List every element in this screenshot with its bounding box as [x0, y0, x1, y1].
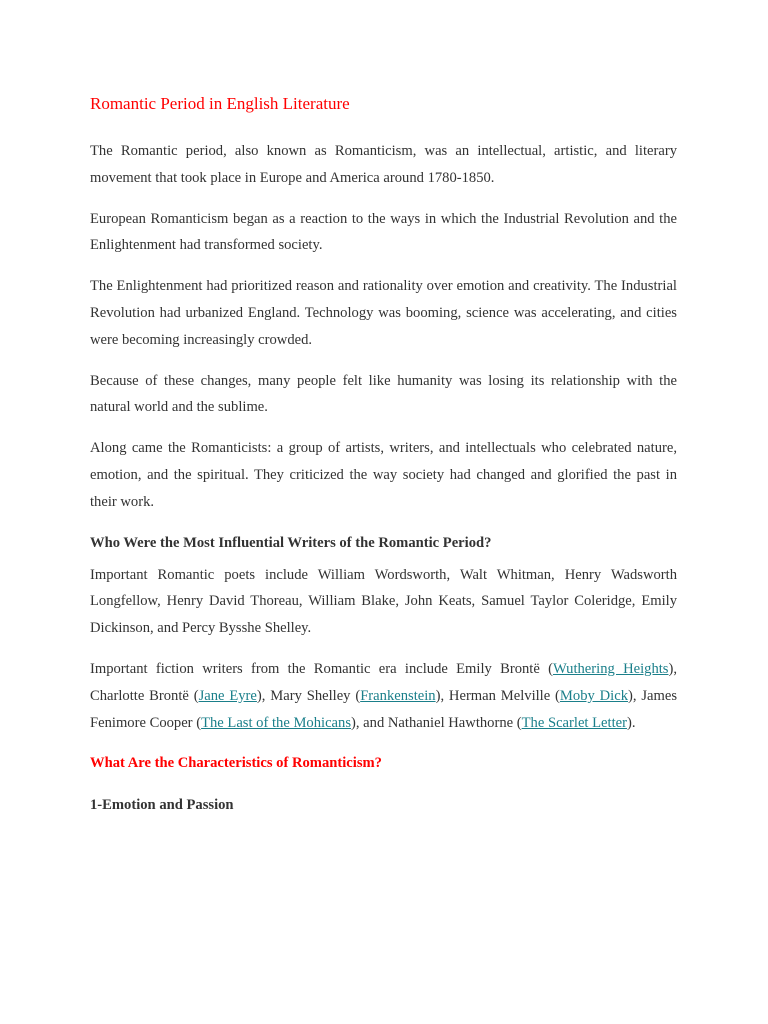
link-scarlet-letter[interactable]: The Scarlet Letter — [521, 714, 627, 731]
heading-characteristics: What Are the Characteristics of Romanticism? — [90, 755, 382, 772]
link-frankenstein[interactable]: Frankenstein — [360, 687, 436, 704]
text-segment: ), Herman Melville ( — [435, 687, 560, 704]
paragraph-poets: Important Romantic poets include William Wordsworth, Walt Whitman, Henry Wadsworth Longfellow, Henry David Thoreau, William Blake, John Keats, Samuel Taylor Coleridge, Emily Dickinson, and Percy Bysshe Shelley. — [90, 566, 677, 637]
text-segment: Important fiction writers from the Romantic era include Emily Brontë ( — [90, 660, 553, 677]
paragraph-fiction-writers — [90, 656, 677, 736]
text-segment: ), and Nathaniel Hawthorne ( — [351, 714, 522, 731]
text-segment: ), James Fenimore Cooper ( — [90, 687, 678, 731]
heading-influential-writers: Who Were the Most Influential Writers of the Romantic Period? — [90, 534, 492, 551]
paragraph-enlightenment: The Enlightenment had prioritized reason and rationality over emotion and creativity. The Industrial Revolution had urbanized England. Technology was booming, science was accelerating, and cities were becoming increasingly crowded. — [90, 278, 677, 348]
text-segment: ). — [626, 714, 636, 731]
paragraph-european-romanticism: European Romanticism began as a reaction to the ways in which the Industrial Revolution and the Enlightenment had transformed society. — [90, 210, 677, 254]
paragraph-changes: Because of these changes, many people felt like humanity was losing its relationship with the natural world and the sublime. — [90, 372, 677, 416]
link-jane-eyre[interactable]: Jane Eyre — [198, 687, 257, 704]
paragraph-intro: The Romantic period, also known as Romanticism, was an intellectual, artistic, and literary movement that took place in Europe and America around 1780-1850. — [90, 143, 677, 186]
document-content — [90, 90, 677, 818]
link-wuthering-heights[interactable]: Wuthering Heights — [552, 660, 669, 677]
text-segment: ), Mary Shelley ( — [256, 687, 361, 704]
text-segment: ), Charlotte Brontë ( — [90, 660, 677, 704]
link-moby-dick[interactable]: Moby Dick — [559, 687, 628, 704]
link-last-of-the-mohicans[interactable]: The Last of the Mohicans — [201, 714, 352, 731]
heading-emotion-and-passion: 1-Emotion and Passion — [90, 797, 234, 814]
page-title: Romantic Period in English Literature — [90, 94, 350, 113]
paragraph-romanticists: Along came the Romanticists: a group of artists, writers, and intellectuals who celebrated nature, emotion, and the spiritual. They criticized the way society had changed and glorified the past in their work. — [90, 440, 677, 510]
